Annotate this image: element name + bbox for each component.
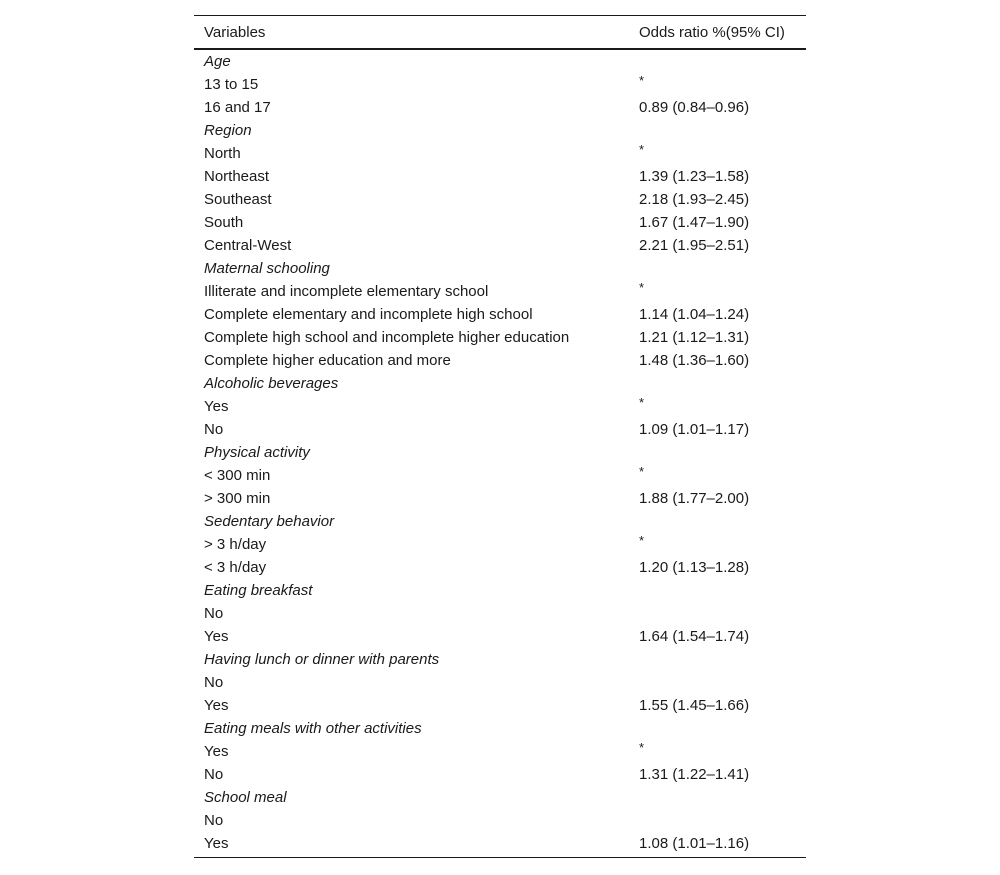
odds-ratio-value: 1.21 (1.12–1.31): [639, 329, 750, 346]
table-row: [194, 464, 806, 487]
variable-label: Complete higher education and more: [204, 352, 451, 369]
odds-ratio-value: 1.14 (1.04–1.24): [639, 306, 750, 323]
section-label: Region: [204, 122, 252, 139]
variable-label: No: [204, 421, 224, 438]
section-label: Sedentary behavior: [204, 513, 335, 530]
odds-ratio-value: 1.08 (1.01–1.16): [639, 832, 806, 858]
table-row: [194, 211, 806, 234]
table-row: [194, 303, 806, 326]
variable-label: Yes: [204, 743, 229, 760]
odds-ratio-value: [639, 510, 806, 533]
variable-label: No: [204, 674, 224, 691]
table-header-row: [194, 16, 806, 50]
section-label: Physical activity: [204, 444, 310, 461]
section-row: [194, 441, 806, 464]
odds-ratio-value: 1.48 (1.36–1.60): [639, 352, 750, 369]
section-label: Maternal schooling: [204, 260, 330, 277]
section-label: Eating breakfast: [204, 582, 313, 599]
odds-ratio-value: *: [639, 533, 645, 548]
table-row: [194, 602, 806, 625]
header-variables: Variables: [194, 16, 639, 50]
odds-ratio-value: *: [639, 395, 645, 410]
section-label: Having lunch or dinner with parents: [204, 651, 440, 668]
table-row: [194, 832, 806, 858]
section-row: [194, 372, 806, 395]
variable-label: No: [204, 605, 224, 622]
table-row: [194, 395, 806, 418]
odds-ratio-value: *: [639, 73, 645, 88]
odds-ratio-value: 1.20 (1.13–1.28): [639, 559, 750, 576]
odds-ratio-value: 2.18 (1.93–2.45): [639, 191, 750, 208]
variable-label: Central-West: [204, 237, 292, 254]
table-row: [194, 142, 806, 165]
table-row: [194, 556, 806, 579]
variable-label: No: [204, 812, 224, 829]
variable-label: > 300 min: [204, 490, 271, 507]
odds-ratio-value: 1.31 (1.22–1.41): [639, 766, 750, 783]
variable-label: Complete high school and incomplete higher education: [204, 329, 570, 346]
table-body: [194, 49, 806, 858]
variable-label: Southeast: [204, 191, 272, 208]
variable-label: No: [204, 766, 224, 783]
table-row: [194, 487, 806, 510]
table-row: [194, 280, 806, 303]
odds-ratio-value: *: [639, 280, 645, 295]
odds-ratio-value: 1.09 (1.01–1.17): [639, 421, 750, 438]
section-row: [194, 257, 806, 280]
table-row: [194, 533, 806, 556]
variable-label: < 3 h/day: [204, 559, 267, 576]
section-label: Alcoholic beverages: [204, 375, 339, 392]
table-row: [194, 96, 806, 119]
section-label: Age: [204, 53, 231, 70]
section-row: [194, 119, 806, 142]
variable-label: Northeast: [204, 168, 270, 185]
variable-label: < 300 min: [204, 467, 271, 484]
odds-ratio-value: 1.55 (1.45–1.66): [639, 697, 750, 714]
section-row: [194, 49, 806, 73]
variable-label: Illiterate and incomplete elementary school: [204, 283, 489, 300]
odds-ratio-value: [639, 602, 806, 625]
header-odds-ratio: Odds ratio %(95% CI): [639, 16, 806, 50]
odds-ratio-value: [639, 257, 806, 280]
odds-ratio-value: [639, 119, 806, 142]
odds-ratio-value: 1.67 (1.47–1.90): [639, 214, 750, 231]
section-row: [194, 648, 806, 671]
variable-label: North: [204, 145, 241, 162]
table-row: [194, 326, 806, 349]
section-row: [194, 717, 806, 740]
table-row: [194, 671, 806, 694]
odds-ratio-value: 1.64 (1.54–1.74): [639, 628, 750, 645]
variable-label: Yes: [204, 697, 229, 714]
odds-ratio-value: [639, 809, 806, 832]
variable-label: Yes: [204, 628, 229, 645]
section-row: [194, 510, 806, 533]
odds-ratio-table: [194, 15, 806, 858]
table-row: [194, 188, 806, 211]
table-row: [194, 740, 806, 763]
variable-label: 13 to 15: [204, 76, 259, 93]
odds-ratio-value: 1.39 (1.23–1.58): [639, 168, 750, 185]
section-label: Eating meals with other activities: [204, 720, 422, 737]
odds-ratio-value: 2.21 (1.95–2.51): [639, 237, 750, 254]
table-row: [194, 349, 806, 372]
odds-ratio-value: [639, 717, 806, 740]
odds-ratio-value: [639, 441, 806, 464]
variable-label: Yes: [204, 398, 229, 415]
table-row: [194, 73, 806, 96]
odds-ratio-value: 1.88 (1.77–2.00): [639, 490, 750, 507]
section-row: [194, 579, 806, 602]
variable-label: > 3 h/day: [204, 536, 267, 553]
odds-ratio-value: *: [639, 740, 645, 755]
odds-ratio-value: [639, 49, 806, 73]
odds-ratio-value: *: [639, 142, 645, 157]
odds-ratio-value: [639, 372, 806, 395]
table-row: [194, 234, 806, 257]
variable-label: 16 and 17: [204, 99, 271, 116]
table-row: [194, 625, 806, 648]
odds-ratio-value: [639, 786, 806, 809]
odds-ratio-value: [639, 579, 806, 602]
table-row: [194, 809, 806, 832]
table-row: [194, 694, 806, 717]
table-row: [194, 165, 806, 188]
odds-ratio-table-container: [194, 15, 806, 858]
odds-ratio-value: 0.89 (0.84–0.96): [639, 99, 750, 116]
variable-label: South: [204, 214, 244, 231]
table-row: [194, 418, 806, 441]
table-row: [194, 763, 806, 786]
variable-label: Complete elementary and incomplete high school: [204, 306, 533, 323]
odds-ratio-value: [639, 648, 806, 671]
section-label: School meal: [204, 789, 287, 806]
section-row: [194, 786, 806, 809]
odds-ratio-value: [639, 671, 806, 694]
variable-label: Yes: [194, 832, 639, 858]
odds-ratio-value: *: [639, 464, 645, 479]
